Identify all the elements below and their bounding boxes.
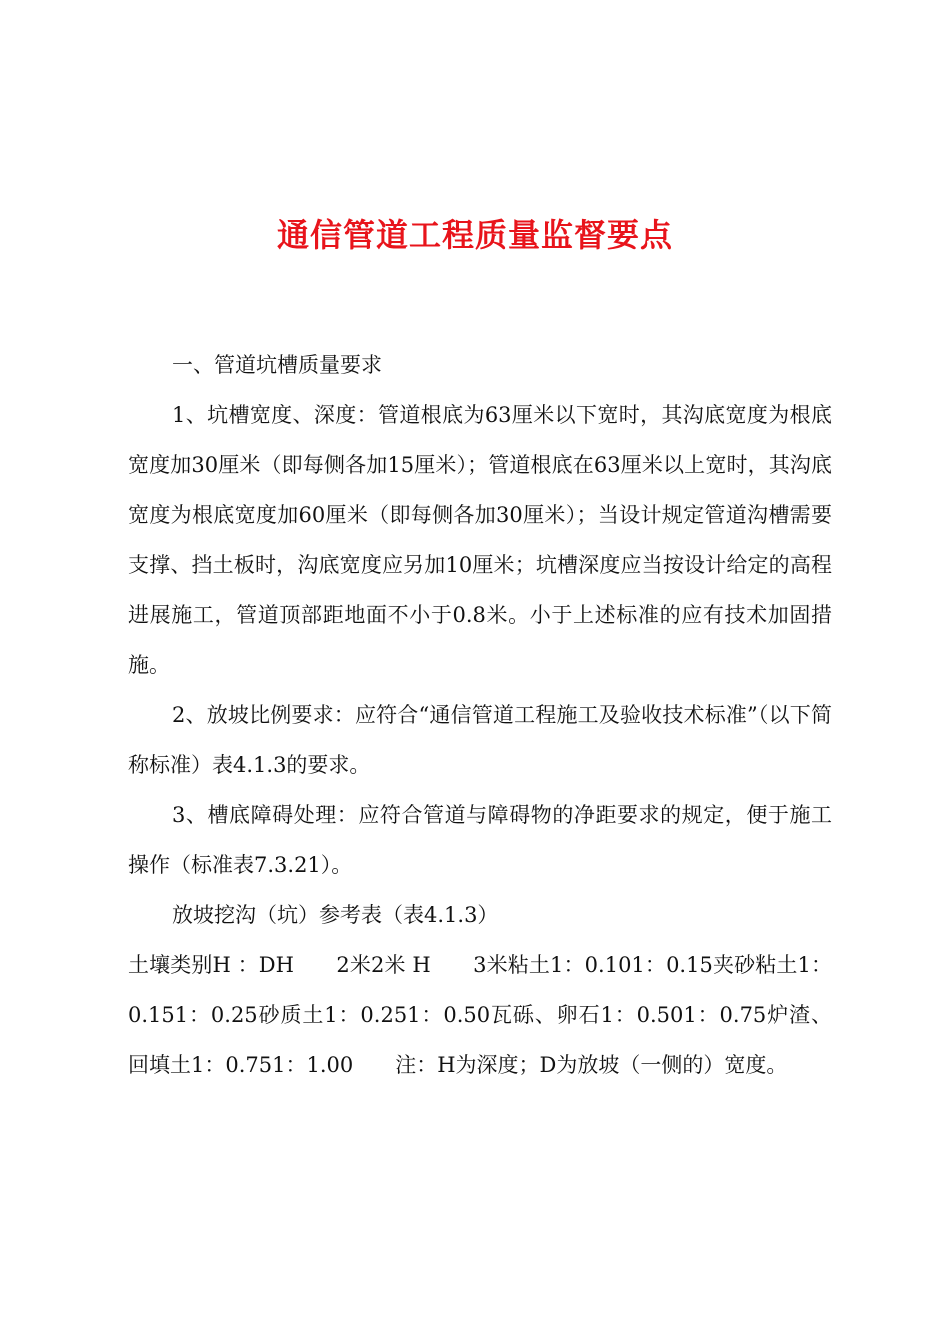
paragraph-obstacle-handling: 3、槽底障碍处理：应符合管道与障碍物的净距要求的规定，便于施工操作（标准表7.3.21）。 — [128, 803, 832, 877]
document-body — [128, 340, 832, 1090]
slope-reference-table-text: 土壤类别H ：DH 2米2米 H 3米粘土1：0.101：0.15夹砂粘土1：0.151：0.25砂质土1：0.251：0.50瓦砾、卵石1：0.501：0.75炉渣、回填土1：0.751：1.00 注：H为深度；D为放坡（一侧的）宽度。 — [128, 953, 832, 1077]
section-heading: 一、管道坑槽质量要求 — [172, 353, 382, 377]
paragraph-trench-width-depth: 1、坑槽宽度、深度：管道根底为63厘米以下宽时，其沟底宽度为根底宽度加30厘米（即每侧各加15厘米）；管道根底在63厘米以上宽时，其沟底宽度为根底宽度加60厘米（即每侧各加30厘米）；当设计规定管道沟槽需要支撑、挡土板时，沟底宽度应另加10厘米；坑槽深度应当按设计给定的高程进展施工，管道顶部距地面不小于0.8米。小于上述标准的应有技术加固措施。 — [128, 403, 832, 677]
document-title: 通信管道工程质量监督要点 — [276, 216, 673, 254]
table-caption: 放坡挖沟（坑）参考表（表4.1.3） — [172, 903, 499, 927]
paragraph-slope-ratio: 2、放坡比例要求：应符合“通信管道工程施工及验收技术标准”（以下简称标准）表4.1.3的要求。 — [128, 703, 832, 777]
